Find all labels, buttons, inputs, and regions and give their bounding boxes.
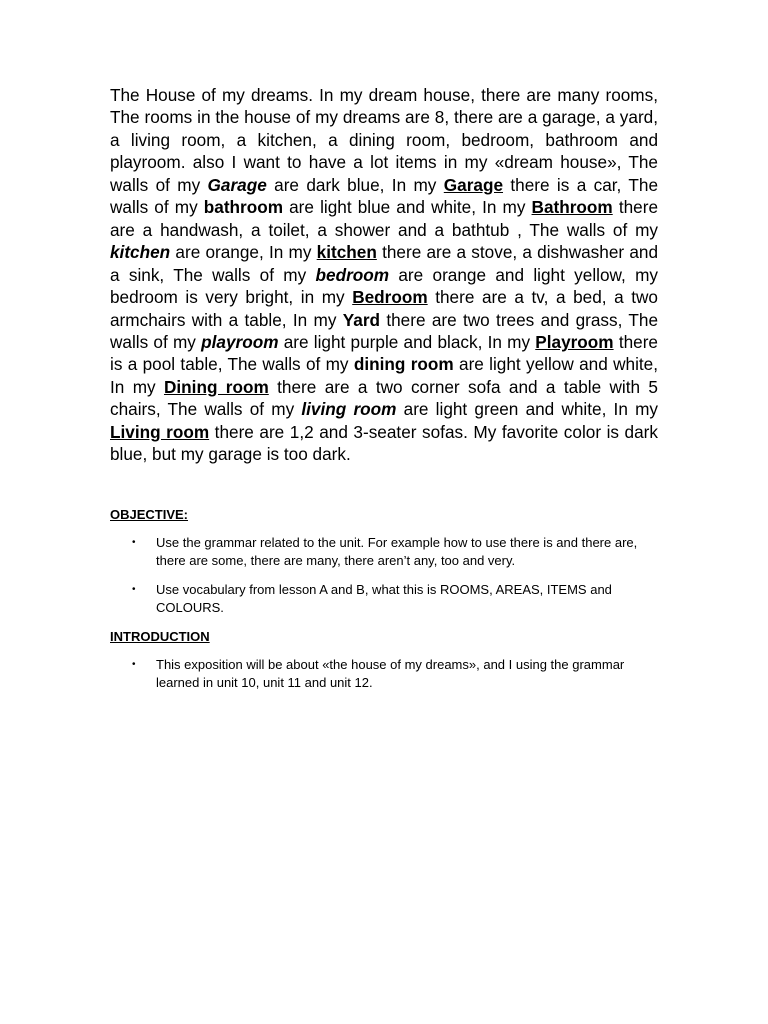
essay-text: there is a car, The walls of my <box>110 174 658 218</box>
essay-emphasis: Living room <box>110 421 210 442</box>
essay-emphasis: Playroom <box>535 331 614 352</box>
essay-emphasis: dining room <box>353 354 454 375</box>
essay-emphasis: Garage <box>443 174 504 195</box>
introduction-item <box>110 656 658 693</box>
essay-emphasis: bedroom <box>315 264 390 285</box>
essay-emphasis: Bathroom <box>531 197 613 218</box>
essay-emphasis: kitchen <box>316 242 377 263</box>
bullet-icon: • <box>132 658 136 670</box>
introduction-heading: INTRODUCTION <box>110 628 210 644</box>
essay-emphasis: Bedroom <box>352 287 428 308</box>
essay-text: there are 1,2 and 3-seater sofas. My favorite color is dark blue, but my garage is too dark. <box>110 421 658 465</box>
essay-emphasis: Yard <box>342 309 381 330</box>
essay-text: there are a two corner sofa and a table with 5 chairs, The walls of my <box>110 376 658 420</box>
essay-text: there is a pool table, The walls of my <box>110 331 658 375</box>
essay-text: there are a stove, a dishwasher and a sink, The walls of my <box>110 242 658 285</box>
essay-text: The House of my dreams. In my dream house, there are many rooms, The rooms in the house of my dreams are 8, there are a garage, a yard, a living room, a kitchen, a dining room, bedroom, bathroom and playroom. also I want to have a lot items in my «dream house», The walls of my <box>110 85 658 195</box>
essay-text: are light blue and white, In my <box>283 197 532 218</box>
document-page <box>110 84 658 693</box>
objective-list <box>110 534 658 618</box>
objective-item-text: Use vocabulary from lesson A and B, what this is ROOMS, AREAS, ITEMS and COLOURS. <box>156 581 612 616</box>
essay-text: are dark blue, In my <box>266 174 444 195</box>
essay-paragraph <box>110 84 658 466</box>
introduction-list <box>110 656 658 693</box>
introduction-item-text: This exposition will be about «the house of my dreams», and I using the grammar learned in unit 10, unit 11 and unit 12. <box>156 656 625 691</box>
essay-text: are light green and white, In my <box>396 399 658 420</box>
objective-item-text: Use the grammar related to the unit. For example how to use there is and there are, there are some, there are many, there aren’t any, too and very. <box>156 534 638 569</box>
objective-item <box>110 581 658 618</box>
essay-text: there are two trees and grass, The walls of my <box>110 309 659 352</box>
essay-emphasis: Garage <box>207 174 267 195</box>
essay-text: are orange and light yellow, my bedroom is very bright, in my <box>110 264 658 308</box>
essay-emphasis: Dining room <box>163 376 269 397</box>
essay-emphasis: playroom <box>201 331 279 352</box>
objective-item <box>110 534 658 571</box>
bullet-icon: • <box>132 583 136 595</box>
essay-text: are light yellow and white, In my <box>110 354 659 397</box>
essay-emphasis: kitchen <box>110 242 171 263</box>
essay-text: are orange, In my <box>170 242 317 263</box>
essay-text: there are a handwash, a toilet, a shower and a bathtub , The walls of my <box>110 197 658 240</box>
bullet-icon: • <box>132 536 136 548</box>
objective-heading: OBJECTIVE: <box>110 506 189 522</box>
essay-emphasis: bathroom <box>203 197 284 218</box>
essay-text: there are a tv, a bed, a two armchairs with a table, In my <box>110 287 658 330</box>
essay-emphasis: living room <box>301 399 397 420</box>
essay-text: are light purple and black, In my <box>278 331 536 352</box>
